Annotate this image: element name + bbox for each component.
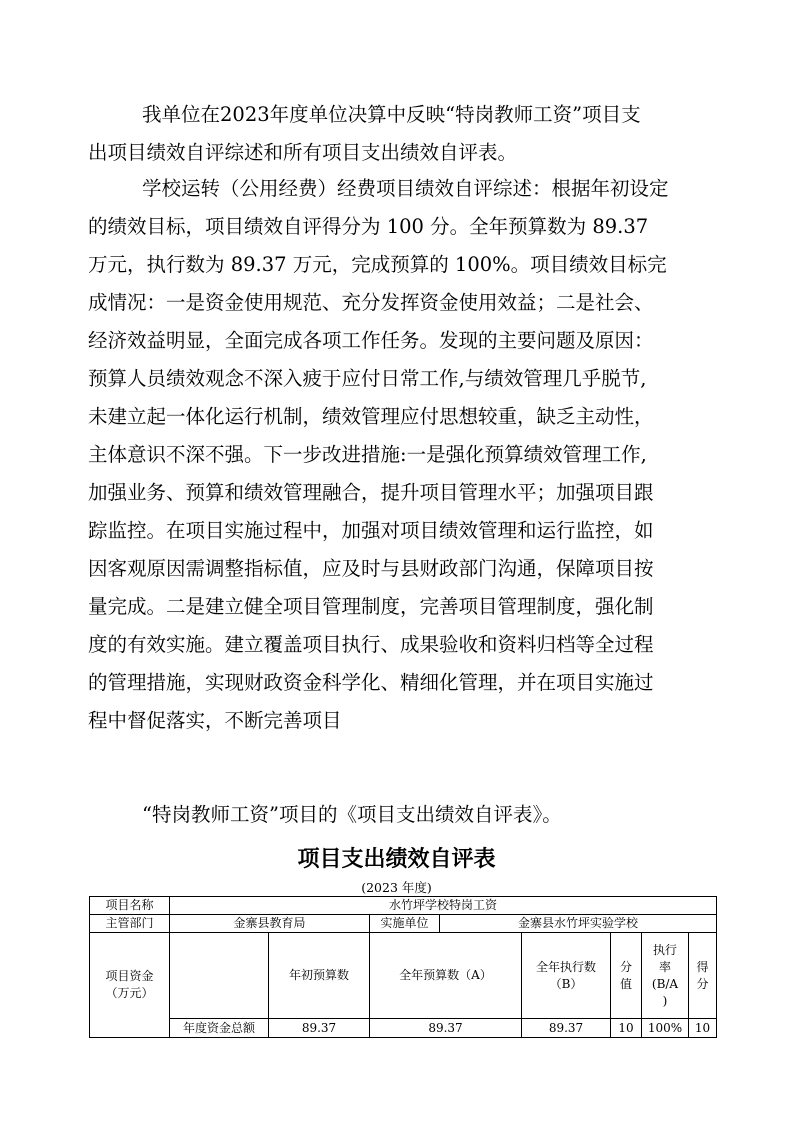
blank-cell (170, 933, 269, 1019)
table-title: 项目支出绩效自评表 (297, 847, 496, 872)
text-line: 成情况：一是资金使用规范、充分发挥资金使用效益；二是社会、 (88, 291, 654, 314)
text-line: 经济效益明显，全面完成各项工作任务。发现的主要问题及原因： (88, 329, 654, 352)
row-total-exec: 89.37 (522, 1019, 611, 1038)
impl-label: 实施单位 (370, 915, 440, 933)
col-exec-header (522, 933, 611, 1019)
row-total-rate: 100% (642, 1019, 689, 1038)
funds-label-line: （万元） (105, 986, 154, 1000)
col-annual-header: 全年预算数（A） (370, 933, 522, 1019)
table-row (90, 933, 717, 1019)
row-total-weight: 10 (611, 1019, 642, 1038)
text-line: 加强业务、预算和绩效管理融合，提升项目管理水平；加强项目跟 (88, 481, 654, 504)
project-name-label: 项目名称 (90, 897, 170, 915)
text-line: 预算人员绩效观念不深入疲于应付日常工作,与绩效管理几乎脱节, (88, 367, 647, 390)
text-line: 主体意识不深不强。下一步改进措施:一是强化预算绩效管理工作, (88, 443, 647, 466)
col-rate-line: ) (662, 993, 668, 1008)
funds-label-line: 项目资金 (105, 969, 154, 983)
text-line: 万元，执行数为 89.37 万元，完成预算的 100%。项目绩效目标完 (88, 253, 667, 276)
project-name-value: 水竹坪学校特岗工资 (170, 897, 717, 915)
dept-value: 金寨县教育局 (170, 915, 370, 933)
row-total-score: 10 (689, 1019, 717, 1038)
col-score-line: 分 (696, 976, 709, 991)
impl-value: 金寨县水竹坪实验学校 (440, 915, 717, 933)
text-line: 未建立起一体化运行机制，绩效管理应付思想较重，缺乏主动性， (88, 405, 654, 428)
table-row (90, 897, 717, 915)
text-line: 的管理措施，实现财政资金科学化、精细化管理，并在项目实施过 (88, 671, 654, 694)
col-rate-line: 率 (658, 959, 671, 974)
col-exec-line: （B） (549, 976, 583, 991)
row-total-label: 年度资金总额 (170, 1019, 269, 1038)
text-line: 的绩效目标，项目绩效自评得分为 100 分。全年预算数为 89.37 (88, 215, 649, 238)
col-exec-line: 全年执行数 (535, 959, 596, 974)
text-line: 度的有效实施。建立覆盖项目执行、成果验收和资料归档等全过程 (88, 633, 654, 656)
col-initial-header: 年初预算数 (269, 933, 370, 1019)
col-weight-line: 值 (619, 976, 632, 991)
self-evaluation-table (89, 896, 717, 1038)
table-row (90, 915, 717, 933)
table-subtitle: (2023 年度) (361, 880, 432, 895)
text-line: 量完成。二是建立健全项目管理制度，完善项目管理制度，强化制 (88, 595, 654, 618)
col-rate-line: (B/A (651, 976, 679, 991)
col-score-line: 得 (696, 959, 709, 974)
col-weight-header (611, 933, 642, 1019)
text-line: 程中督促落实，不断完善项目 (88, 709, 342, 732)
row-total-annual: 89.37 (370, 1019, 522, 1038)
col-rate-line: 执行 (652, 942, 677, 957)
text-line: 因客观原因需调整指标值，应及时与县财政部门沟通，保障项目按 (88, 557, 654, 580)
funds-label (90, 933, 170, 1038)
text-line: 我单位在2023年度单位决算中反映“特岗教师工资”项目支 (142, 103, 641, 126)
row-total-initial: 89.37 (269, 1019, 370, 1038)
text-line: “特岗教师工资”项目的《项目支出绩效自评表》。 (142, 803, 562, 826)
col-rate-header (642, 933, 689, 1019)
table-row (90, 1019, 717, 1038)
text-line: 踪监控。在项目实施过程中，加强对项目绩效管理和运行监控，如 (88, 519, 654, 542)
col-score-header (689, 933, 717, 1019)
text-line: 出项目绩效自评综述和所有项目支出绩效自评表。 (88, 141, 518, 164)
text-line: 学校运转（公用经费）经费项目绩效自评综述：根据年初设定 (142, 177, 669, 200)
dept-label: 主管部门 (90, 915, 170, 933)
col-weight-line: 分 (619, 959, 632, 974)
